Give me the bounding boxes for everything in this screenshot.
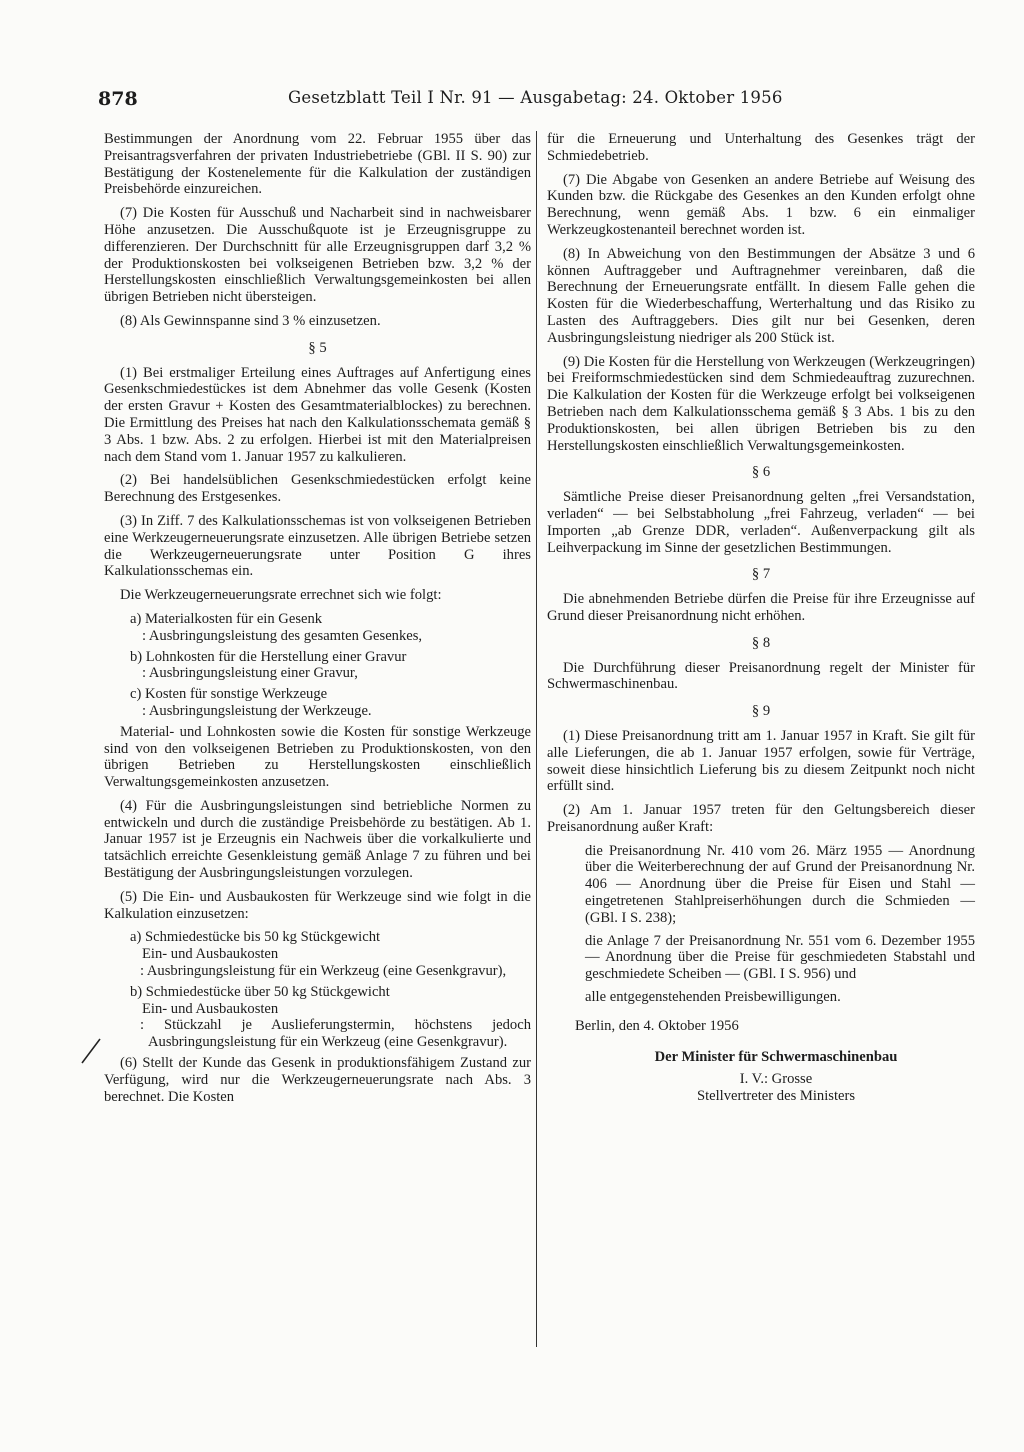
section-heading-8: § 8 — [751, 634, 771, 651]
paragraph: (3) In Ziff. 7 des Kalkulationsschemas ist von volkseigenen Betrieben eine Werkzeugerneuerungsrate einzusetzen. Alle übrigen Betriebe setzen die Werkzeugerneuerungsrate unter Position G ihres Kalkulationsschemas ein. — [104, 512, 531, 580]
signatory-office: Der Minister für Schwermaschinenbau — [654, 1048, 898, 1065]
page-number: 878 — [98, 88, 138, 110]
right-column — [547, 131, 975, 1105]
column-divider — [536, 131, 537, 1347]
paragraph: (4) Für die Ausbringungsleistungen sind betriebliche Normen zu entwickeln und durch die zuständige Preisbehörde zu bestätigen. Ab 1. Januar 1957 ist je Erzeugnis ein Nachweis über die vorkalkulierte und tatsächlich erreichte Gesenkleistung gemäß Anlage 7 zu führen und bei Bestätigung der Ausbringungsleistungen vorzulegen. — [104, 797, 531, 882]
paragraph: Die abnehmenden Betriebe dürfen die Preise für ihre Erzeugnisse auf Grund dieser Preisanordnung nicht erhöhen. — [547, 591, 975, 624]
section-heading-6: § 6 — [751, 464, 771, 481]
paragraph-8: (8) Als Gewinnspanne sind 3 % einzusetzen. — [120, 312, 381, 329]
paragraph: für die Erneuerung und Unterhaltung des Gesenkes trägt der Schmiedebetrieb. — [547, 131, 975, 164]
section-heading-5: § 5 — [308, 339, 327, 356]
list-item-b-sub: Ein- und Ausbaukosten — [142, 1000, 279, 1017]
list-item-b: b) Schmiedestücke über 50 kg Stückgewicht — [130, 983, 390, 1000]
left-column — [104, 131, 531, 1112]
page-header — [98, 88, 982, 114]
paragraph: (7) Die Abgabe von Gesenken an andere Betriebe auf Weisung des Kunden bzw. die Rückgabe des Gesenkes an den Kunden erfolgt ohne Berechnung, wenn gemäß Abs. 1 bzw. 6 ein einmaliger Werkzeugkostenanteil berechnet worden ist. — [547, 171, 975, 238]
section-heading-9: § 9 — [751, 703, 771, 720]
paragraph: Die Werkzeugerneuerungsrate errechnet sich wie folgt: — [120, 587, 442, 604]
list-item-b-detail: : Stückzahl je Auslieferungstermin, höchstens jedoch Ausbringungsleistung für ein Werkzeug (eine Gesenkgravur). — [140, 1017, 531, 1051]
place-date: Berlin, den 4. Oktober 1956 — [575, 1017, 739, 1034]
paragraph: (1) Diese Preisanordnung tritt am 1. Januar 1957 in Kraft. Sie gilt für alle Lieferungen, die ab 1. Januar 1957 erfolgen, sowie für Verträge, soweit diese hinsichtlich Lieferung bis zu diesem Zeitpunkt noch nicht erfüllt sind. — [547, 727, 975, 795]
section-heading-7: § 7 — [751, 566, 771, 583]
paragraph: Die Durchführung dieser Preisanordnung regelt der Minister für Schwermaschinenbau. — [547, 659, 975, 693]
running-title: Gesetzblatt Teil I Nr. 91 — Ausgabetag: 24. Oktober 1956 — [288, 88, 783, 107]
list-item-b-detail: : Ausbringungsleistung einer Gravur, — [142, 665, 358, 682]
list-item-b: b) Lohnkosten für die Herstellung einer Gravur — [130, 648, 407, 665]
list-item-c-detail: : Ausbringungsleistung der Werkzeuge. — [142, 702, 372, 719]
repealed-item: die Preisanordnung Nr. 410 vom 26. März 1955 — Anordnung über die Weiterberechnung der auf Grund der Preisanordnung Nr. 406 — Anordnung über die Preise für Eisen und Stahl — eingetretenen Stahlpreiserhöhungen durch die Schmieden — (GBl. I S. 238); — [585, 842, 975, 926]
paragraph: (2) Am 1. Januar 1957 treten für den Geltungsbereich dieser Preisanordnung außer Kraft: — [547, 802, 975, 835]
list-item-a: a) Schmiedestücke bis 50 kg Stückgewicht — [130, 929, 381, 946]
paragraph-7: (7) Die Kosten für Ausschuß und Nacharbeit sind in nachweisbarer Höhe anzusetzen. Die Ausschußquote ist je Erzeugnisgruppe zu differenzieren. Der Durchschnitt für alle Erzeugnisgruppen darf 3,2 % der Produktionskosten bei volkseigenen Betrieben bzw. 3,2 % der Herstellungskosten einschließlich Verwaltungsgemeinkosten bei allen übrigen Betrieben nicht übersteigen. — [104, 205, 531, 306]
paragraph: (9) Die Kosten für die Herstellung von Werkzeugen (Werkzeugringen) bei Freiformschmiedestücken sind dem Schmiedeauftrag zuzurechnen. Die Kalkulation der Kosten für die Werkzeuge erfolgt bei volkseigenen Betrieben nach dem Kalkulationsschema gemäß § 3 Abs. 1 bis zu den Produktionskosten, bei allen übrigen Betrieben bis zu den Herstellungskosten einschließlich Verwaltungsgemeinkosten. — [547, 353, 975, 454]
paragraph: (1) Bei erstmaliger Erteilung eines Auftrages auf Anfertigung eines Gesenkschmiedestückes ist dem Abnehmer das volle Gesenk (Kosten der ersten Gravur + Kosten des Gesamtmaterialblockes) zu berechnen. Die Ermittlung des Preises hat nach den Kalkulationsschemata gemäß § 3 Abs. 1 bzw. Abs. 2 zu erfolgen. Hierbei ist mit den Materialpreisen nach dem Stand vom 1. Januar 1957 zu kalkulieren. — [104, 364, 531, 465]
paragraph: (2) Bei handelsüblichen Gesenkschmiedestücken erfolgt keine Berechnung des Erstgesenkes. — [104, 472, 531, 506]
list-item-a: a) Materialkosten für ein Gesenk — [130, 610, 323, 627]
list-item-a-detail: : Ausbringungsleistung des gesamten Gesenkes, — [142, 627, 423, 644]
list-item-a-sub: Ein- und Ausbaukosten — [142, 946, 279, 963]
repealed-item: alle entgegenstehenden Preisbewilligungen. — [585, 989, 841, 1006]
paragraph: Bestimmungen der Anordnung vom 22. Februar 1955 über das Preisantragsverfahren der privaten Industriebetriebe (GBl. II S. 90) zur Bestätigung der Kostenelemente für die Kalkulation der zuständigen Preisbehörde einzureichen. — [104, 131, 531, 198]
signatory-name: I. V.: Grosse — [739, 1071, 813, 1088]
paragraph: (5) Die Ein- und Ausbaukosten für Werkzeuge sind wie folgt in die Kalkulation einzusetzen: — [104, 888, 531, 922]
paragraph: (6) Stellt der Kunde das Gesenk in produktionsfähigem Zustand zur Verfügung, wird nur die Werkzeugerneuerungsrate nach Abs. 3 berechnet. Die Kosten — [104, 1055, 531, 1105]
list-item-a-detail: : Ausbringungsleistung für ein Werkzeug (eine Gesenkgravur), — [140, 963, 507, 980]
paragraph: (8) In Abweichung von den Bestimmungen der Absätze 3 und 6 können Auftraggeber und Auftragnehmer vereinbaren, daß die Berechnung der Erneuerungsrate entfällt. In diesem Falle gehen die Kosten für die Wiederbeschaffung, Werterhaltung und das Risiko zu Lasten des Auftraggebers. Dies gilt nur bei Gesenken, deren Ausbringungsleistung niedriger als 200 Stück ist. — [547, 245, 975, 346]
margin-pencil-mark — [80, 1035, 102, 1065]
list-item-c: c) Kosten für sonstige Werkzeuge — [130, 686, 328, 703]
signatory-role: Stellvertreter des Ministers — [696, 1088, 856, 1105]
paragraph: Sämtliche Preise dieser Preisanordnung gelten „frei Versandstation, verladen“ — bei Selbstabholung „frei Fahrzeug, verladen“ — bei Importen „ab Grenze DDR, verladen“. Außenverpackung gilt als Leihverpackung im Sinne der gesetzlichen Bestimmungen. — [547, 489, 975, 556]
paragraph: Material- und Lohnkosten sowie die Kosten für sonstige Werkzeuge sind von den volkseigenen Betrieben zu Produktionskosten, von den übrigen Betrieben zu Herstellungskosten einschließlich Verwaltungsgemeinkosten anzusetzen. — [104, 723, 531, 791]
repealed-item: die Anlage 7 der Preisanordnung Nr. 551 vom 6. Dezember 1955 — Anordnung über die Preise für geschmiedeten Stabstahl und geschmiedete Scheiben — (GBl. I S. 956) und — [585, 932, 975, 983]
